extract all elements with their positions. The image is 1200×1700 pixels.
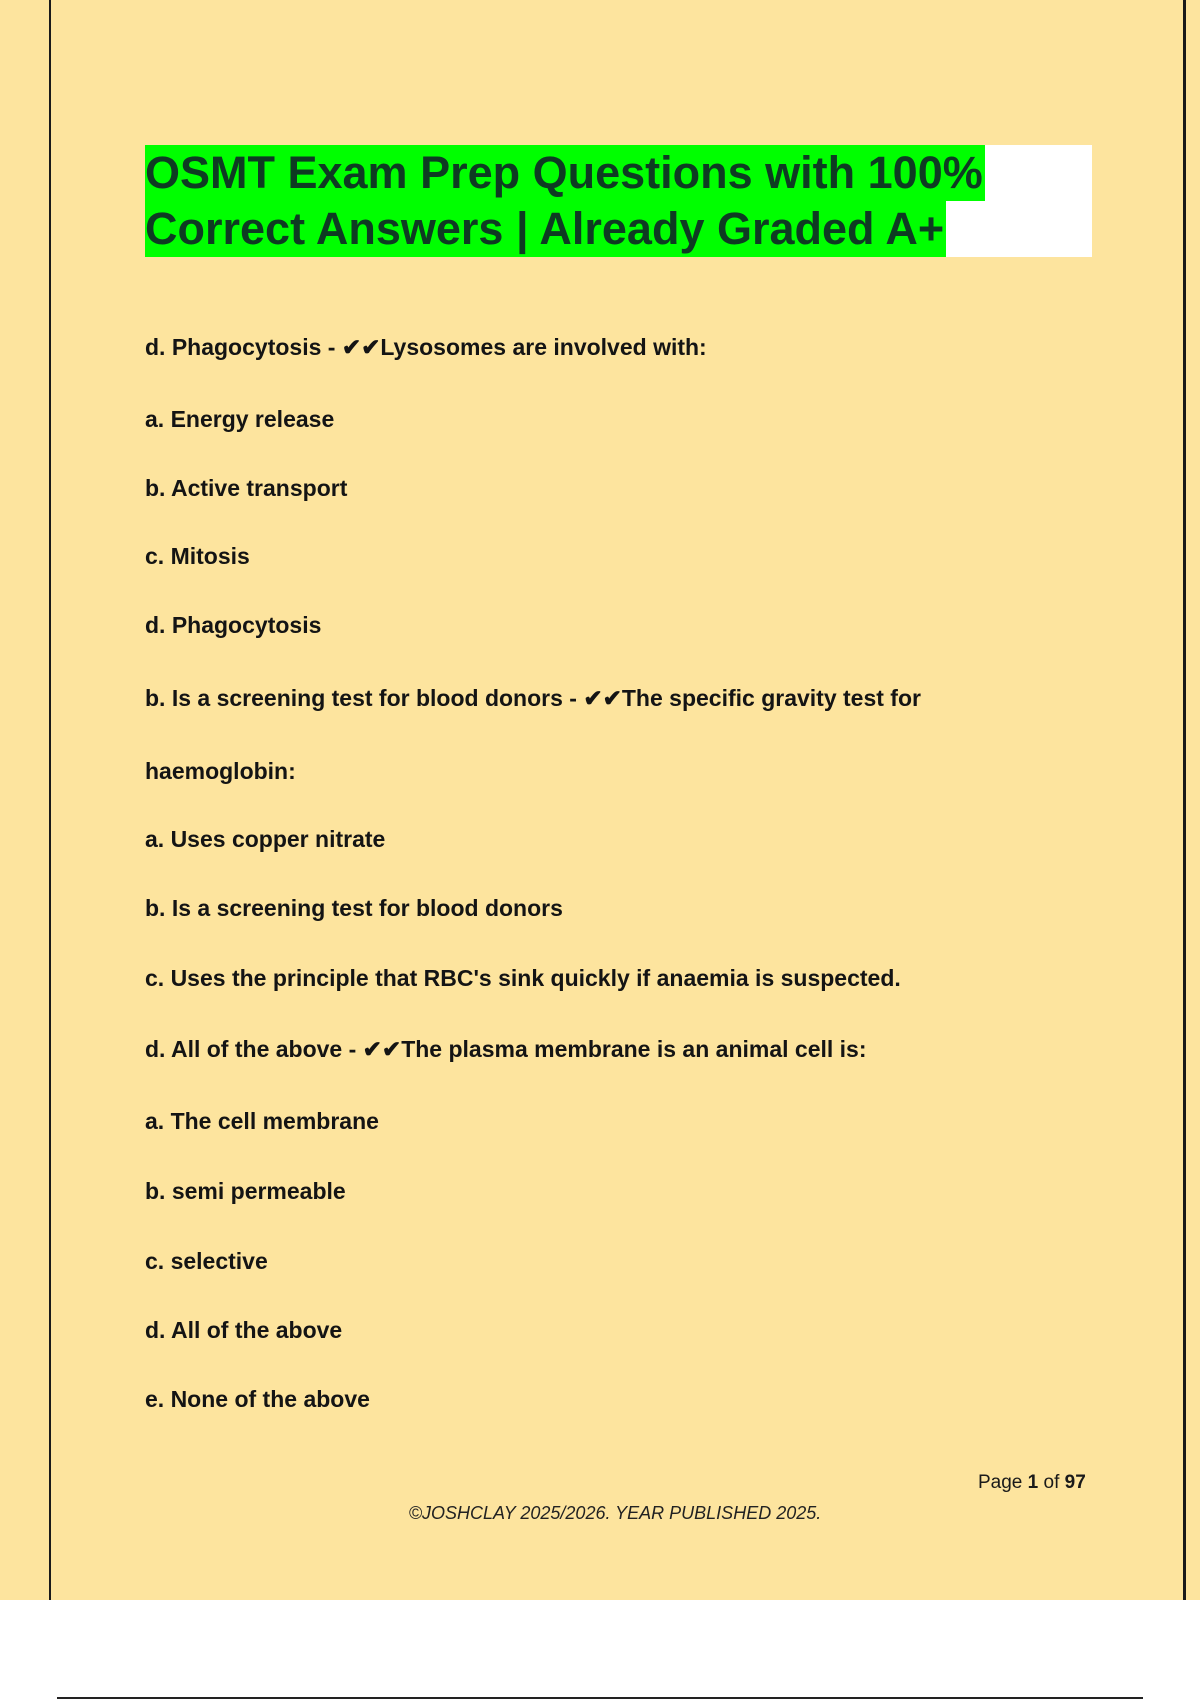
text-line: haemoglobin: [145, 758, 296, 784]
text-line: c. Uses the principle that RBC's sink quickly if anaemia is suspected. [145, 965, 901, 991]
page-right-border [1183, 0, 1186, 1600]
page-of: of [1043, 1472, 1060, 1493]
bottom-divider [57, 1697, 1143, 1699]
text-line: b. semi permeable [145, 1178, 346, 1204]
text-line: e. None of the above [145, 1386, 370, 1412]
text-line: d. Phagocytosis - ✔✔Lysosomes are involved with: [145, 334, 707, 360]
text-line: c. Mitosis [145, 543, 250, 569]
page-total: 97 [1064, 1472, 1086, 1493]
page-current: 1 [1027, 1472, 1039, 1493]
text-line: a. The cell membrane [145, 1108, 379, 1134]
text-line: a. Uses copper nitrate [145, 826, 386, 852]
text-line: c. selective [145, 1248, 268, 1274]
document-title-line-2: Correct Answers | Already Graded A+ [145, 201, 946, 257]
page-label: Page [978, 1472, 1023, 1493]
copyright-notice: ©JOSHCLAY 2025/2026. YEAR PUBLISHED 2025. [408, 1503, 822, 1523]
text-line: b. Is a screening test for blood donors - ✔✔The specific gravity test for [145, 685, 921, 711]
text-line: b. Active transport [145, 475, 348, 501]
page-number [978, 1472, 1086, 1494]
text-line: d. All of the above [145, 1317, 343, 1343]
text-line: d. Phagocytosis [145, 612, 322, 638]
document-title-line-1: OSMT Exam Prep Questions with 100% [145, 145, 985, 201]
page-left-border [49, 0, 51, 1600]
text-line: a. Energy release [145, 406, 335, 432]
text-line: d. All of the above - ✔✔The plasma membrane is an animal cell is: [145, 1036, 867, 1062]
text-line: b. Is a screening test for blood donors [145, 895, 563, 921]
